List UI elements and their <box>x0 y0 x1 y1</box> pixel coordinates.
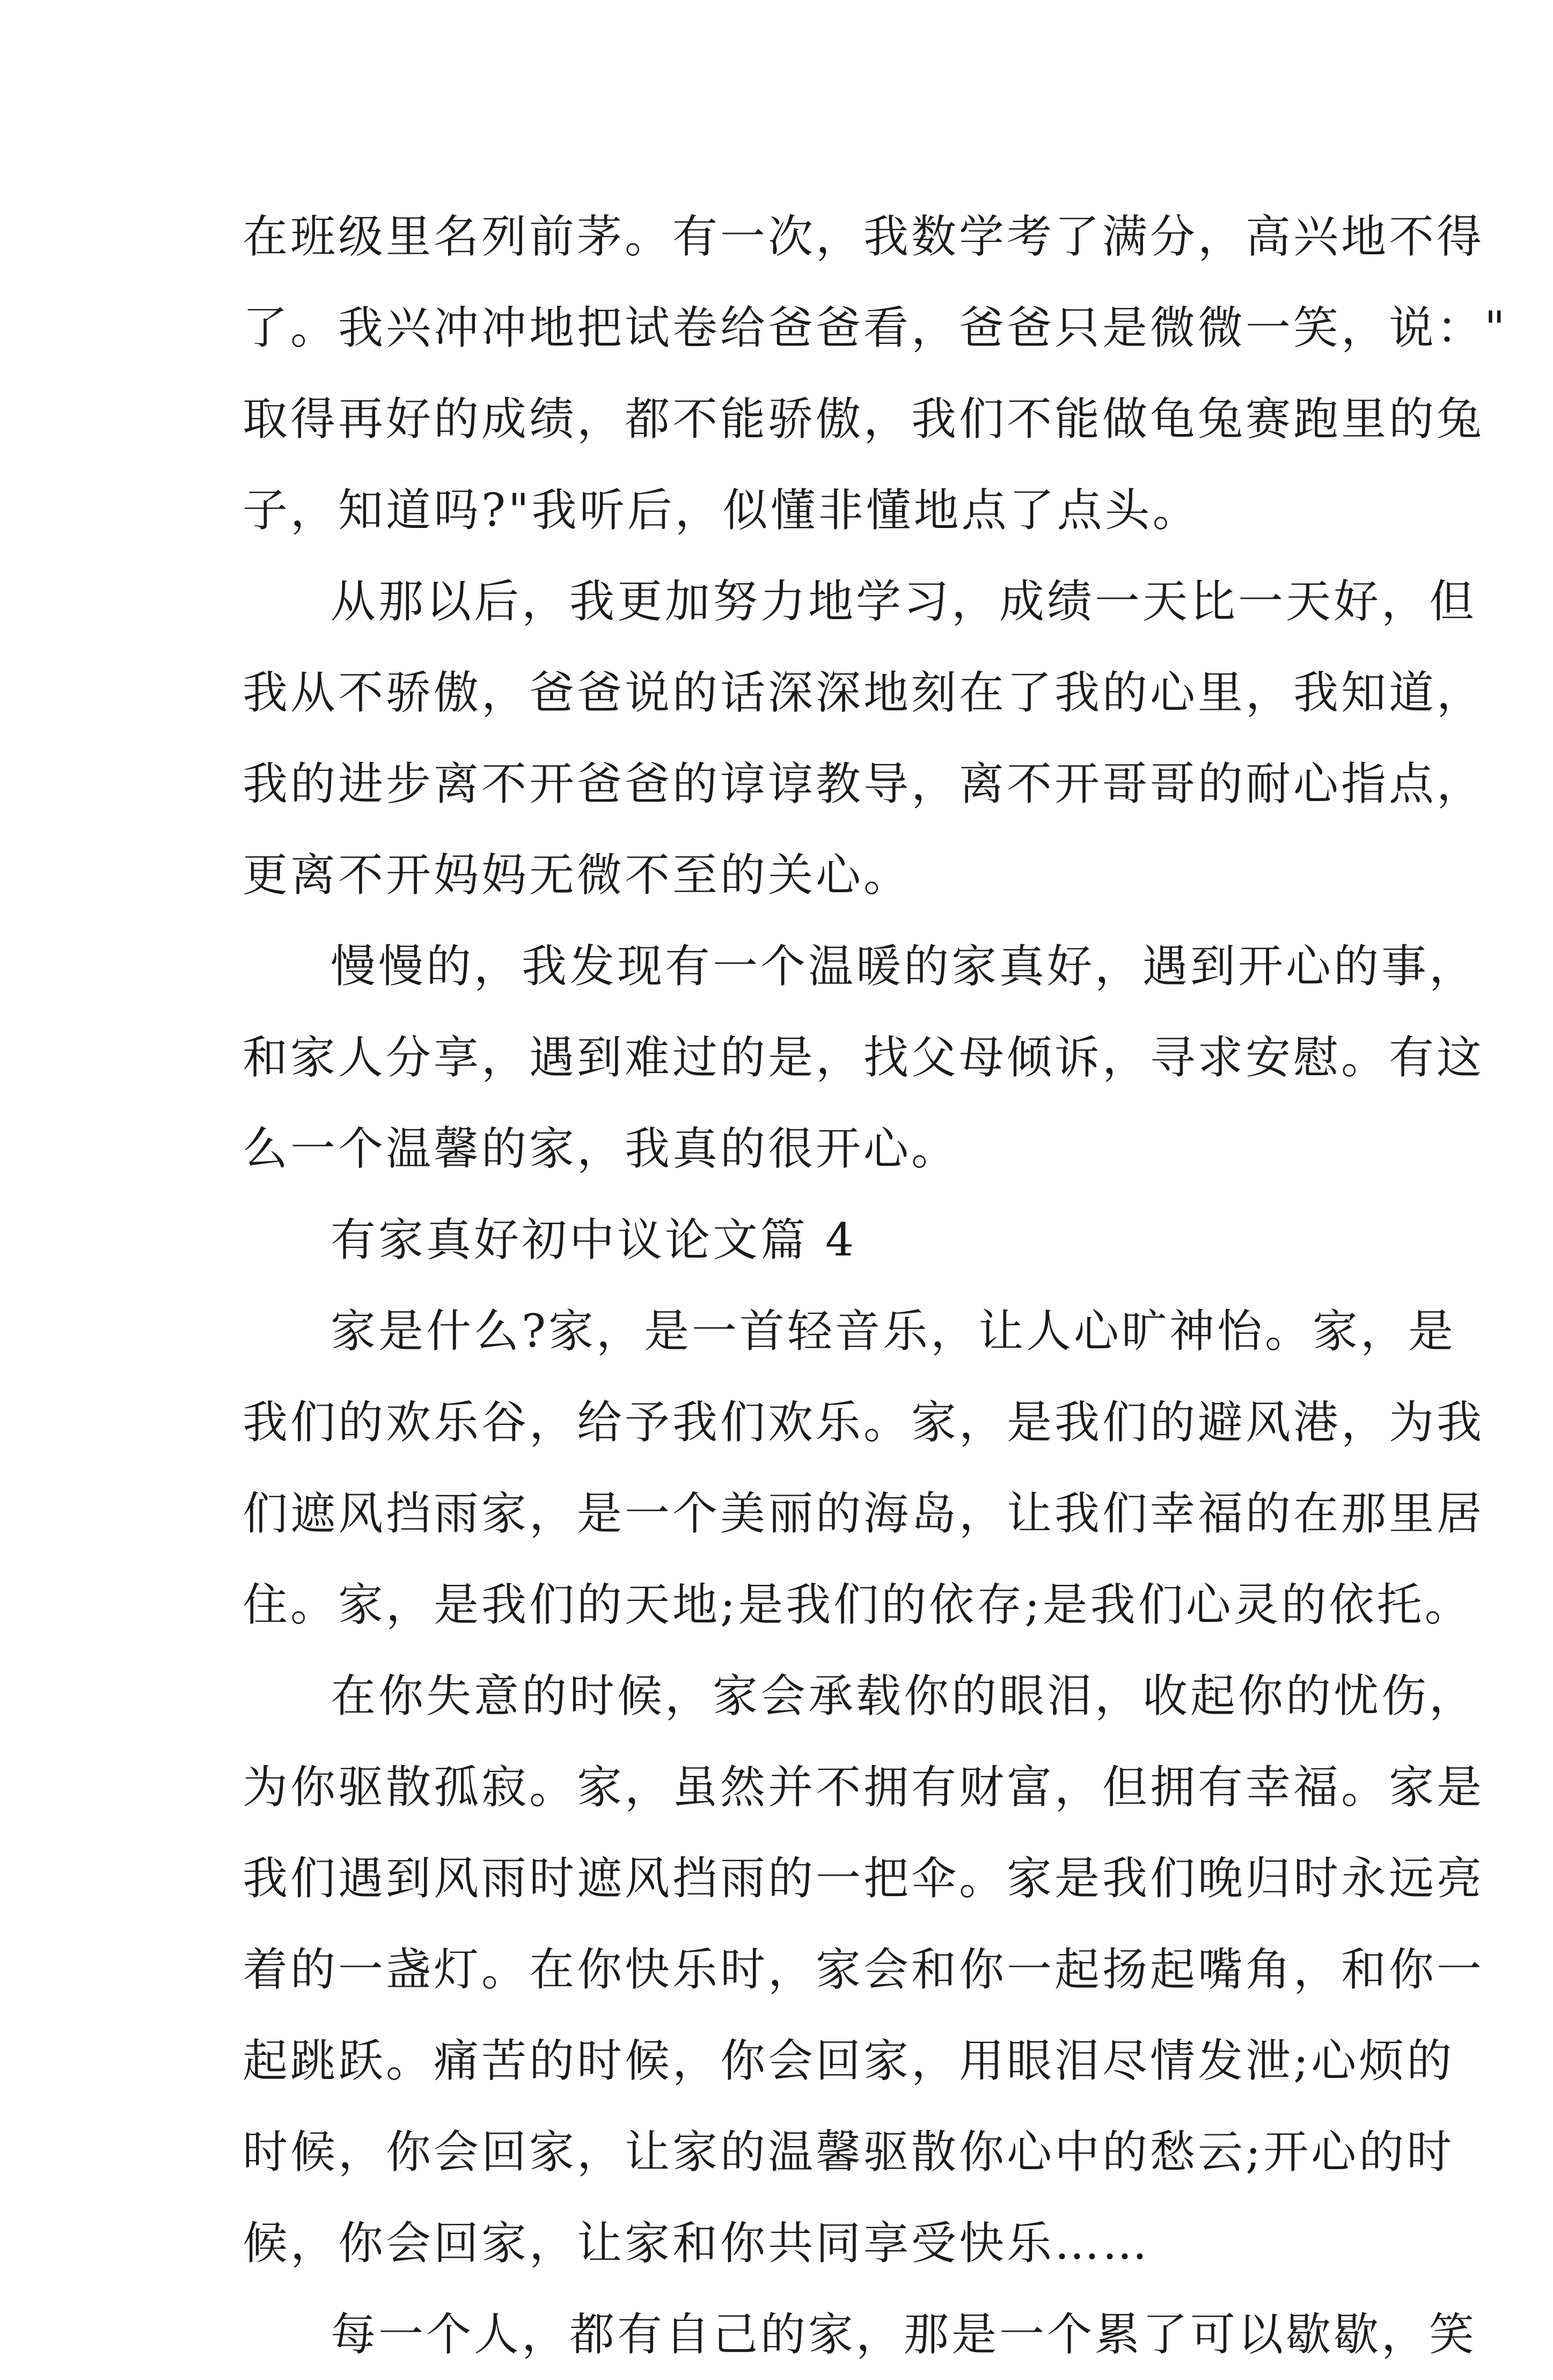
text-line: 慢慢的，我发现有一个温暖的家真好，遇到开心的事， <box>331 940 1477 993</box>
text-line: 了。我兴冲冲地把试卷给爸爸看，爸爸只是微微一笑，说：" <box>243 302 1508 354</box>
text-line: 们遮风挡雨家，是一个美丽的海岛，让我们幸福的在那里居 <box>243 1487 1485 1540</box>
text-line: 有家真好初中议论文篇 4 <box>331 1214 857 1266</box>
text-line: 取得再好的成绩，都不能骄傲，我们不能做龟兔赛跑里的兔 <box>243 393 1485 445</box>
text-line: 我们遇到风雨时遮风挡雨的一把伞。家是我们晚归时永远亮 <box>243 1852 1485 1905</box>
text-line: 我从不骄傲，爸爸说的话深深地刻在了我的心里，我知道， <box>243 666 1485 719</box>
text-line: 时候，你会回家，让家的温馨驱散你心中的愁云;开心的时 <box>243 2126 1455 2178</box>
text-line: 着的一盏灯。在你快乐时，家会和你一起扬起嘴角，和你一 <box>243 1943 1485 1996</box>
text-line: 为你驱散孤寂。家，虽然并不拥有财富，但拥有幸福。家是 <box>243 1761 1485 1813</box>
text-line: 在你失意的时候，家会承载你的眼泪，收起你的忧伤， <box>331 1670 1477 1722</box>
text-line: 起跳跃。痛苦的时候，你会回家，用眼泪尽情发泄;心烦的 <box>243 2034 1455 2087</box>
text-line: 我们的欢乐谷，给予我们欢乐。家，是我们的避风港，为我 <box>243 1396 1485 1449</box>
text-line: 么一个温馨的家，我真的很开心。 <box>243 1122 959 1175</box>
text-line: 住。家，是我们的天地;是我们的依存;是我们心灵的依托。 <box>243 1578 1473 1631</box>
document-body <box>243 191 1508 2380</box>
text-line: 每一个人，都有自己的家，那是一个累了可以歇歇，笑 <box>331 2308 1477 2361</box>
text-line: 在班级里名列前茅。有一次，我数学考了满分，高兴地不得 <box>243 210 1485 263</box>
text-line: 家是什么?家，是一首轻音乐，让人心旷神怡。家，是 <box>331 1305 1456 1357</box>
text-line: 子，知道吗?"我听后，似懂非懂地点了点头。 <box>243 484 1200 537</box>
text-line: 和家人分享，遇到难过的是，找父母倾诉，寻求安慰。有这 <box>243 1031 1485 1084</box>
text-line: 我的进步离不开爸爸的谆谆教导，离不开哥哥的耐心指点， <box>243 758 1485 810</box>
text-line: 候，你会回家，让家和你共同享受快乐…… <box>243 2217 1151 2269</box>
text-line: 更离不开妈妈无微不至的关心。 <box>243 849 912 901</box>
text-line: 从那以后，我更加努力地学习，成绩一天比一天好，但 <box>331 575 1477 628</box>
